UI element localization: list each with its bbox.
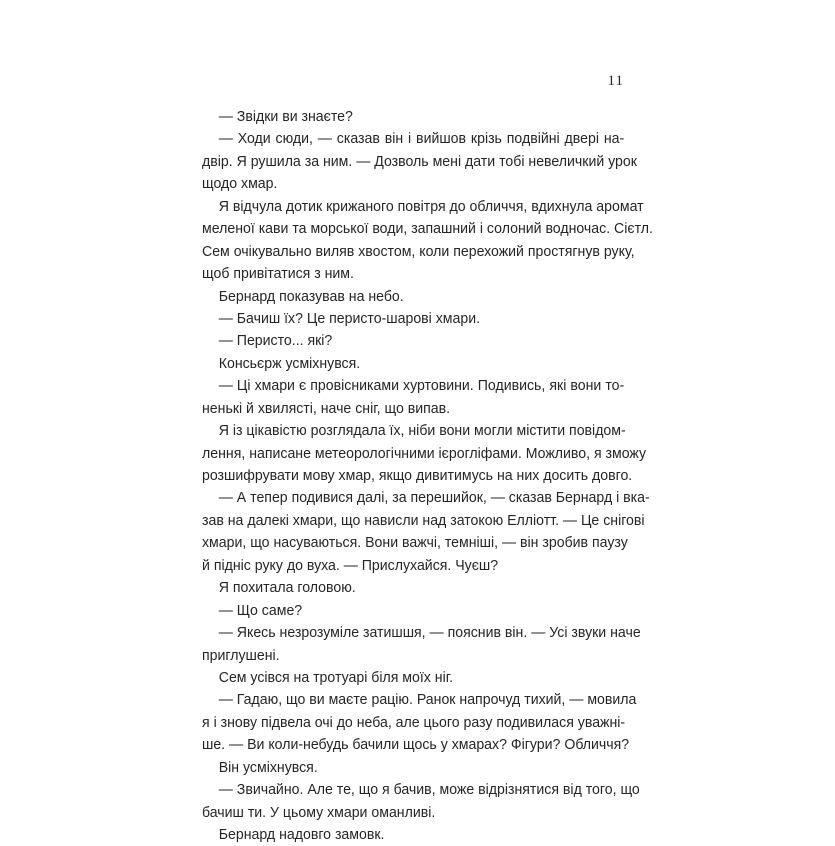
text-line: — Гадаю, що ви маєте рацію. Ранок напрочуд тихий, — мовила	[218, 691, 637, 709]
text-line: меленої кави та морської води, запашний і солоний водночас. Сієтл.	[202, 220, 653, 238]
text-line: розшифрувати мову хмар, якщо дивитимусь на них досить довго.	[202, 467, 633, 484]
text-line: ше. — Ви коли-небудь бачили щось у хмарах? Фігури? Обличчя?	[202, 736, 630, 754]
text-line: щоб привітатися з ним.	[202, 265, 354, 283]
text-line: хмари, що насуваються. Вони важчі, темніші, — він зробив паузу	[202, 534, 628, 552]
page-body-text	[202, 106, 653, 846]
text-line: приглушені.	[202, 646, 280, 664]
text-line: щодо хмар.	[202, 175, 278, 193]
text-line: Сем очікувально виляв хвостом, коли перехожий простягнув руку,	[202, 242, 635, 260]
text-line: — Перисто... які?	[218, 332, 333, 350]
text-line: — А тепер подивися далі, за перешийок, — сказав Бернард і вка-	[218, 489, 650, 507]
text-line: Бернард надовго замовк.	[218, 826, 385, 843]
page-number: 11	[607, 73, 624, 89]
text-line: — Звичайно. Але те, що я бачив, може відрізнятися від того, що	[218, 781, 640, 799]
text-line: Сем усівся на тротуарі біля моїх ніг.	[218, 668, 454, 686]
text-line: двір. Я рушила за ним. — Дозволь мені дати тобі невеличкий урок	[202, 152, 637, 170]
text-line: Він усміхнувся.	[218, 758, 318, 776]
text-line: Я відчула дотик крижаного повітря до обличчя, вдихнула аромат	[218, 197, 644, 215]
text-line: й підніс руку до вуха. — Прислухайся. Чуєш?	[202, 556, 499, 574]
text-line: Консьєрж усміхнувся.	[218, 354, 361, 372]
text-line: зав на далекі хмари, що нависли над затокою Елліотт. — Це снігові	[202, 511, 645, 529]
text-line: — Якесь незрозуміле затишшя, — пояснив він. — Усі звуки наче	[218, 624, 641, 642]
text-line: — Ці хмари є провісниками хуртовини. Подивись, які вони то-	[218, 377, 625, 395]
text-line: Бернард показував на небо.	[218, 287, 404, 305]
text-line: Я похитала головою.	[218, 579, 356, 597]
text-line: Я із цікавістю розглядала їх, ніби вони могли містити повідом-	[218, 422, 626, 440]
text-line: бачиш ти. У цьому хмари оманливі.	[202, 803, 436, 821]
text-line: я і знову підвела очі до неба, але цього разу подивилася уважні-	[202, 713, 626, 731]
text-line: ненькі й хвилясті, наче сніг, що випав.	[202, 399, 451, 417]
text-line: — Що саме?	[218, 601, 303, 619]
text-line: лення, написане метеорологічними ієрогліфами. Можливо, я зможу	[202, 444, 647, 462]
text-line: — Бачиш їх? Це перисто-шарові хмари.	[218, 309, 481, 327]
text-line: — Ходи сюди, — сказав він і вийшов крізь подвійні двері на-	[218, 130, 625, 148]
text-line: — Звідки ви знаєте?	[218, 108, 353, 125]
